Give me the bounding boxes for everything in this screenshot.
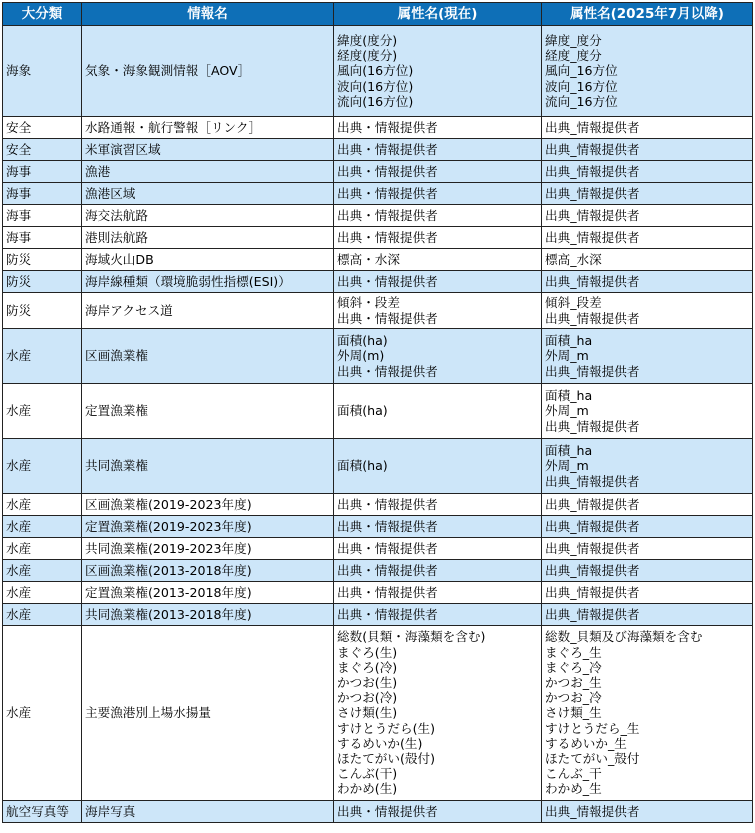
attribute-line: 出典_情報提供者	[545, 273, 640, 289]
attribute-future-cell	[542, 183, 753, 205]
attribute-line: 出典・情報提供者	[337, 229, 438, 245]
attribute-current-cell	[334, 183, 542, 205]
info-name-cell: 港則法航路	[82, 227, 334, 249]
attribute-current-cell	[334, 626, 542, 801]
info-name-cell: 区画漁業権	[82, 329, 334, 384]
table-row	[3, 227, 753, 249]
table-body	[3, 26, 753, 823]
attribute-current-cell	[334, 117, 542, 139]
table-row	[3, 439, 753, 494]
attribute-line: 緯度_度分	[545, 32, 602, 48]
attribute-line: 出典・情報提供者	[337, 141, 438, 157]
attribute-line: さけ類(生)	[337, 705, 398, 721]
attribute-current-cell	[334, 271, 542, 293]
attribute-line: かつお(冷)	[337, 690, 398, 706]
attribute-line: 出典・情報提供者	[337, 803, 438, 819]
table-row	[3, 183, 753, 205]
header-info-name: 情報名	[82, 3, 334, 26]
attribute-future-cell	[542, 538, 753, 560]
category-cell: 海事	[3, 205, 82, 227]
attribute-future-cell	[542, 604, 753, 626]
category-cell: 水産	[3, 582, 82, 604]
info-name-cell: 気象・海象観測情報［AOV］	[82, 26, 334, 117]
attribute-line: 出典_情報提供者	[545, 185, 640, 201]
table-row	[3, 801, 753, 823]
category-cell: 航空写真等	[3, 801, 82, 823]
attribute-line: わかめ(生)	[337, 781, 398, 797]
attribute-future-cell	[542, 494, 753, 516]
attribute-future-cell	[542, 439, 753, 494]
attribute-line: かつお(生)	[337, 674, 398, 690]
attribute-current-cell	[334, 582, 542, 604]
attribute-line: こんぶ(干)	[337, 766, 398, 782]
attribute-line: 面積_ha	[545, 443, 593, 459]
attribute-line: 出典_情報提供者	[545, 518, 640, 534]
attribute-line: まぐろ(冷)	[337, 659, 398, 675]
attribute-line: 外周_m	[545, 458, 589, 474]
attribute-line: 面積(ha)	[337, 458, 388, 474]
attribute-future-cell	[542, 329, 753, 384]
attribute-line: 面積_ha	[545, 333, 593, 349]
attribute-line: 面積(ha)	[337, 333, 388, 349]
attribute-line: 出典_情報提供者	[545, 606, 640, 622]
category-cell: 水産	[3, 384, 82, 439]
attribute-line: 出典_情報提供者	[545, 229, 640, 245]
info-name-cell: 海域火山DB	[82, 249, 334, 271]
attribute-line: 出典・情報提供者	[337, 273, 438, 289]
attribute-current-cell	[334, 439, 542, 494]
category-cell: 水産	[3, 538, 82, 560]
attribute-line: かつお_冷	[545, 690, 602, 706]
info-name-cell: 漁港区域	[82, 183, 334, 205]
attribute-line: さけ類_生	[545, 705, 602, 721]
category-cell: 海事	[3, 227, 82, 249]
table-row	[3, 516, 753, 538]
table-row	[3, 582, 753, 604]
attribute-future-cell	[542, 560, 753, 582]
attribute-line: 出典・情報提供者	[337, 540, 438, 556]
attribute-future-cell	[542, 205, 753, 227]
attribute-line: 経度_度分	[545, 48, 602, 64]
info-name-cell: 水路通報・航行警報［リンク］	[82, 117, 334, 139]
attribute-line: 出典_情報提供者	[545, 418, 640, 434]
attribute-line: 出典_情報提供者	[545, 141, 640, 157]
table-row	[3, 494, 753, 516]
attribute-line: 出典_情報提供者	[545, 496, 640, 512]
attribute-line: 出典・情報提供者	[337, 496, 438, 512]
table-row	[3, 560, 753, 582]
table-row	[3, 384, 753, 439]
header-attribute-future: 属性名(2025年7月以降)	[542, 3, 753, 26]
attribute-line: 風向_16方位	[545, 63, 618, 79]
attribute-line: 外周(m)	[337, 348, 385, 364]
attribute-future-cell	[542, 117, 753, 139]
info-name-cell: 海交法航路	[82, 205, 334, 227]
category-cell: 海象	[3, 26, 82, 117]
attribute-line: 波向_16方位	[545, 78, 618, 94]
category-cell: 水産	[3, 516, 82, 538]
attribute-line: 面積_ha	[545, 388, 593, 404]
attribute-line: かつお_生	[545, 674, 602, 690]
category-cell: 水産	[3, 329, 82, 384]
attribute-future-cell	[542, 293, 753, 329]
attribute-line: 出典_情報提供者	[545, 163, 640, 179]
attribute-future-cell	[542, 271, 753, 293]
table-row	[3, 293, 753, 329]
attribute-line: 外周_m	[545, 403, 589, 419]
table-row	[3, 117, 753, 139]
category-cell: 水産	[3, 604, 82, 626]
attribute-current-cell	[334, 538, 542, 560]
category-cell: 安全	[3, 117, 82, 139]
category-cell: 安全	[3, 139, 82, 161]
attribute-current-cell	[334, 161, 542, 183]
info-name-cell: 共同漁業権	[82, 439, 334, 494]
attribute-line: まぐろ_冷	[545, 659, 602, 675]
attribute-future-cell	[542, 26, 753, 117]
attribute-line: 面積(ha)	[337, 403, 388, 419]
info-name-cell: 定置漁業権(2013-2018年度)	[82, 582, 334, 604]
header-category: 大分類	[3, 3, 82, 26]
table-row	[3, 249, 753, 271]
attribute-future-cell	[542, 626, 753, 801]
attribute-current-cell	[334, 516, 542, 538]
header-row	[3, 3, 753, 26]
header-attribute-current: 属性名(現在)	[334, 3, 542, 26]
attribute-line: 流向_16方位	[545, 93, 618, 109]
attribute-line: 出典_情報提供者	[545, 119, 640, 135]
table-row	[3, 538, 753, 560]
attribute-line: 出典・情報提供者	[337, 584, 438, 600]
attribute-current-cell	[334, 205, 542, 227]
attribute-line: 出典_情報提供者	[545, 540, 640, 556]
attribute-line: ほたてがい(殻付)	[337, 751, 435, 766]
table-row	[3, 329, 753, 384]
attribute-line: 出典・情報提供者	[337, 163, 438, 179]
attribute-line: 出典_情報提供者	[545, 207, 640, 223]
attribute-current-cell	[334, 249, 542, 271]
attribute-line: 出典・情報提供者	[337, 207, 438, 223]
attribute-line: 出典_情報提供者	[545, 562, 640, 578]
attribute-line: 出典_情報提供者	[545, 803, 640, 819]
attribute-line: 出典・情報提供者	[337, 185, 438, 201]
category-cell: 海事	[3, 183, 82, 205]
table-row	[3, 205, 753, 227]
attribute-line: 標高_水深	[545, 251, 602, 267]
info-name-cell: 定置漁業権(2019-2023年度)	[82, 516, 334, 538]
category-cell: 水産	[3, 439, 82, 494]
attribute-line: 出典・情報提供者	[337, 562, 438, 578]
category-cell: 防災	[3, 271, 82, 293]
attribute-line: 出典・情報提供者	[337, 363, 438, 379]
attribute-current-cell	[334, 139, 542, 161]
attribute-line: 風向(16方位)	[337, 63, 414, 79]
attribute-line: 出典・情報提供者	[337, 518, 438, 534]
category-cell: 防災	[3, 293, 82, 329]
attribute-future-cell	[542, 582, 753, 604]
table-row	[3, 139, 753, 161]
info-name-cell: 共同漁業権(2019-2023年度)	[82, 538, 334, 560]
attribute-future-cell	[542, 516, 753, 538]
category-cell: 防災	[3, 249, 82, 271]
attribute-current-cell	[334, 227, 542, 249]
attribute-current-cell	[334, 801, 542, 823]
info-name-cell: 漁港	[82, 161, 334, 183]
attribute-future-cell	[542, 161, 753, 183]
table-row	[3, 626, 753, 801]
attribute-future-cell	[542, 227, 753, 249]
attribute-current-cell	[334, 604, 542, 626]
attribute-current-cell	[334, 384, 542, 439]
attribute-line: 出典・情報提供者	[337, 606, 438, 622]
attribute-line: まぐろ(生)	[337, 644, 398, 660]
category-cell: 水産	[3, 626, 82, 801]
attribute-line: 流向(16方位)	[337, 93, 414, 109]
attribute-line: 出典_情報提供者	[545, 310, 640, 326]
attribute-line: ほたてがい_殻付	[545, 751, 640, 766]
table-row	[3, 26, 753, 117]
info-name-cell: 海岸線種類（環境脆弱性指標(ESI)）	[82, 271, 334, 293]
attribute-line: 経度(度分)	[337, 48, 398, 64]
attribute-line: 傾斜_段差	[545, 295, 602, 311]
info-name-cell: 共同漁業権(2013-2018年度)	[82, 604, 334, 626]
attribute-line: すけとうだら(生)	[337, 720, 435, 736]
info-name-cell: 米軍演習区域	[82, 139, 334, 161]
info-name-cell: 区画漁業権(2013-2018年度)	[82, 560, 334, 582]
attribute-table	[2, 2, 753, 823]
attribute-line: 出典・情報提供者	[337, 119, 438, 135]
attribute-current-cell	[334, 494, 542, 516]
attribute-current-cell	[334, 560, 542, 582]
attribute-current-cell	[334, 293, 542, 329]
table-row	[3, 161, 753, 183]
attribute-current-cell	[334, 26, 542, 117]
category-cell: 海事	[3, 161, 82, 183]
attribute-line: 出典・情報提供者	[337, 310, 438, 326]
attribute-line: するめいか(生)	[337, 735, 423, 751]
attribute-current-cell	[334, 329, 542, 384]
attribute-line: わかめ_生	[545, 781, 602, 797]
attribute-future-cell	[542, 139, 753, 161]
info-name-cell: 主要漁港別上場水揚量	[82, 626, 334, 801]
attribute-line: 傾斜・段差	[337, 295, 400, 311]
table-row	[3, 271, 753, 293]
info-name-cell: 定置漁業権	[82, 384, 334, 439]
attribute-line: 標高・水深	[337, 251, 400, 267]
attribute-line: するめいか_生	[545, 735, 627, 751]
category-cell: 水産	[3, 494, 82, 516]
attribute-line: まぐろ_生	[545, 644, 602, 660]
attribute-future-cell	[542, 801, 753, 823]
attribute-line: 総数(貝類・海藻類を含む)	[337, 629, 486, 645]
attribute-future-cell	[542, 249, 753, 271]
info-name-cell: 区画漁業権(2019-2023年度)	[82, 494, 334, 516]
table-row	[3, 604, 753, 626]
info-name-cell: 海岸写真	[82, 801, 334, 823]
attribute-line: 出典_情報提供者	[545, 584, 640, 600]
attribute-future-cell	[542, 384, 753, 439]
attribute-line: 外周_m	[545, 348, 589, 364]
category-cell: 水産	[3, 560, 82, 582]
attribute-line: こんぶ_干	[545, 766, 602, 782]
attribute-line: 緯度(度分)	[337, 32, 398, 48]
attribute-line: 波向(16方位)	[337, 78, 414, 94]
attribute-line: 出典_情報提供者	[545, 363, 640, 379]
attribute-line: 総数_貝類及び海藻類を含む	[545, 629, 703, 645]
attribute-table-sheet	[2, 2, 753, 823]
attribute-line: すけとうだら_生	[545, 720, 640, 736]
info-name-cell: 海岸アクセス道	[82, 293, 334, 329]
attribute-line: 出典_情報提供者	[545, 473, 640, 489]
